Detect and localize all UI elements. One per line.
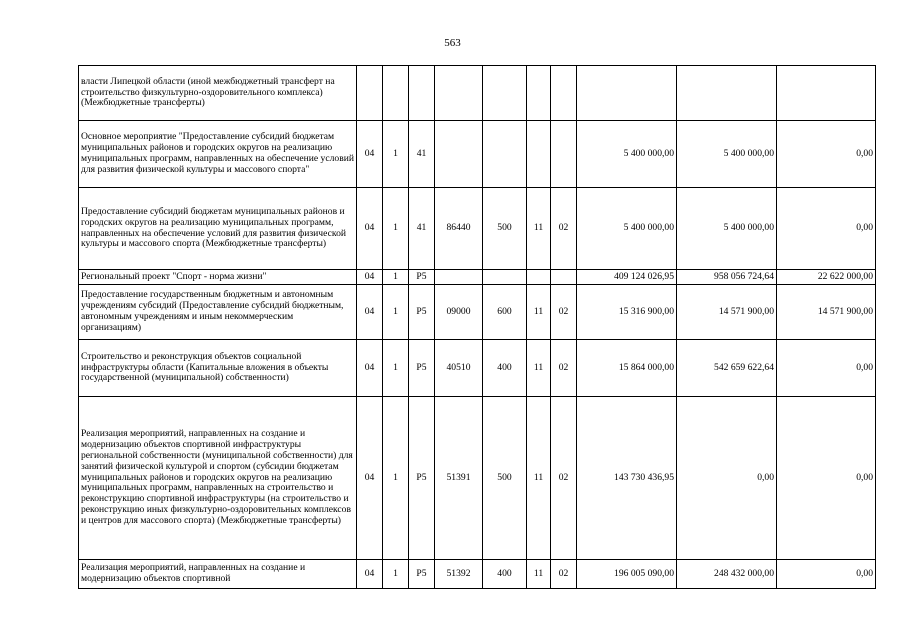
cell-amount-3: 22 622 000,00 [777,270,876,285]
row-description: Региональный проект "Спорт - норма жизни" [79,270,357,285]
cell-code-7: 02 [551,285,577,340]
cell-amount-3: 0,00 [777,121,876,188]
cell-code-5: 600 [483,285,527,340]
cell-amount-1 [577,66,677,121]
cell-code-3: 41 [409,121,435,188]
table-row [79,285,876,340]
cell-code-4: 51391 [435,397,483,560]
budget-table [78,65,876,589]
cell-code-2 [383,66,409,121]
cell-code-6: 11 [527,397,551,560]
cell-code-1: 04 [357,285,383,340]
cell-amount-1: 15 316 900,00 [577,285,677,340]
cell-code-6 [527,121,551,188]
cell-amount-3: 0,00 [777,340,876,397]
table-row [79,121,876,188]
cell-amount-2: 5 400 000,00 [677,121,777,188]
cell-code-5: 500 [483,397,527,560]
cell-amount-2: 14 571 900,00 [677,285,777,340]
row-description: Предоставление государственным бюджетным и автономным учреждениям субсидий (Предоставление субсидий бюджетным, автономным учреждениям и иным некоммерческим организациям) [79,285,357,340]
cell-code-7 [551,270,577,285]
row-description: Реализация мероприятий, направленных на создание и модернизацию объектов спортивной [79,560,357,589]
cell-code-6: 11 [527,188,551,270]
cell-code-2: 1 [383,285,409,340]
cell-code-5: 400 [483,340,527,397]
cell-code-7: 02 [551,340,577,397]
cell-code-3: P5 [409,397,435,560]
cell-code-2: 1 [383,121,409,188]
cell-code-4 [435,66,483,121]
row-description: власти Липецкой области (иной межбюджетный трансферт на строительство физкультурно-оздоровительного комплекса) (Межбюджетные трансферты) [79,66,357,121]
row-description: Предоставление субсидий бюджетам муниципальных районов и городских округов на реализацию муниципальных программ, направленных на обеспечение условий для развития физической культуры и массового спорта (Межбюджетные трансферты) [79,188,357,270]
cell-code-5 [483,270,527,285]
cell-code-6: 11 [527,560,551,589]
cell-amount-1: 143 730 436,95 [577,397,677,560]
cell-code-2: 1 [383,397,409,560]
cell-code-6: 11 [527,340,551,397]
cell-code-5: 400 [483,560,527,589]
page-number: 563 [444,37,461,49]
cell-code-4: 86440 [435,188,483,270]
cell-code-4 [435,270,483,285]
cell-amount-1: 409 124 026,95 [577,270,677,285]
row-description: Основное мероприятие "Предоставление субсидий бюджетам муниципальных районов и городских округов на реализацию муниципальных программ, направленных на обеспечение условий для развития физической культуры и массового спорта" [79,121,357,188]
cell-code-3: P5 [409,270,435,285]
cell-amount-3: 0,00 [777,397,876,560]
cell-code-4: 40510 [435,340,483,397]
table-row [79,340,876,397]
cell-code-2: 1 [383,340,409,397]
cell-code-3: P5 [409,285,435,340]
cell-code-1: 04 [357,560,383,589]
cell-amount-2: 5 400 000,00 [677,188,777,270]
cell-amount-2: 0,00 [677,397,777,560]
cell-amount-1: 196 005 090,00 [577,560,677,589]
cell-code-7 [551,66,577,121]
cell-code-2: 1 [383,188,409,270]
cell-code-5: 500 [483,188,527,270]
cell-code-1: 04 [357,340,383,397]
cell-code-3: P5 [409,340,435,397]
cell-code-2: 1 [383,560,409,589]
cell-amount-2: 248 432 000,00 [677,560,777,589]
cell-code-6 [527,270,551,285]
cell-amount-1: 5 400 000,00 [577,121,677,188]
cell-code-5 [483,66,527,121]
cell-amount-2: 958 056 724,64 [677,270,777,285]
row-description: Реализация мероприятий, направленных на создание и модернизацию объектов спортивной инфраструктуры региональной собственности (муниципальной собственности) для занятий физической культурой и спортом (субсидии бюджетам муниципальных районов и городских округов на реализацию муниципальных программ, направленных на строительство и реконструкцию спортивной инфраструктуры (на строительство и реконструкцию иных физкультурно-оздоровительных комплексов и центров для массового спорта) (Межбюджетные трансферты) [79,397,357,560]
cell-code-3 [409,66,435,121]
cell-code-1: 04 [357,121,383,188]
cell-amount-1: 15 864 000,00 [577,340,677,397]
cell-code-7 [551,121,577,188]
cell-code-7: 02 [551,397,577,560]
cell-amount-3: 0,00 [777,560,876,589]
cell-code-4: 51392 [435,560,483,589]
cell-code-4 [435,121,483,188]
cell-amount-2 [677,66,777,121]
cell-amount-3: 14 571 900,00 [777,285,876,340]
cell-amount-3: 0,00 [777,188,876,270]
cell-amount-2: 542 659 622,64 [677,340,777,397]
cell-amount-3 [777,66,876,121]
cell-code-1 [357,66,383,121]
cell-code-7: 02 [551,188,577,270]
cell-code-1: 04 [357,188,383,270]
table-row [79,270,876,285]
cell-code-7: 02 [551,560,577,589]
cell-code-3: P5 [409,560,435,589]
cell-code-6: 11 [527,285,551,340]
row-description: Строительство и реконструкция объектов социальной инфраструктуры области (Капитальные вложения в объекты государственной (муниципальной) собственности) [79,340,357,397]
cell-code-1: 04 [357,397,383,560]
table-row [79,188,876,270]
cell-code-6 [527,66,551,121]
cell-code-2: 1 [383,270,409,285]
table-row [79,66,876,121]
cell-code-4: 09000 [435,285,483,340]
cell-code-5 [483,121,527,188]
table-row [79,560,876,589]
cell-amount-1: 5 400 000,00 [577,188,677,270]
cell-code-3: 41 [409,188,435,270]
cell-code-1: 04 [357,270,383,285]
table-row [79,397,876,560]
